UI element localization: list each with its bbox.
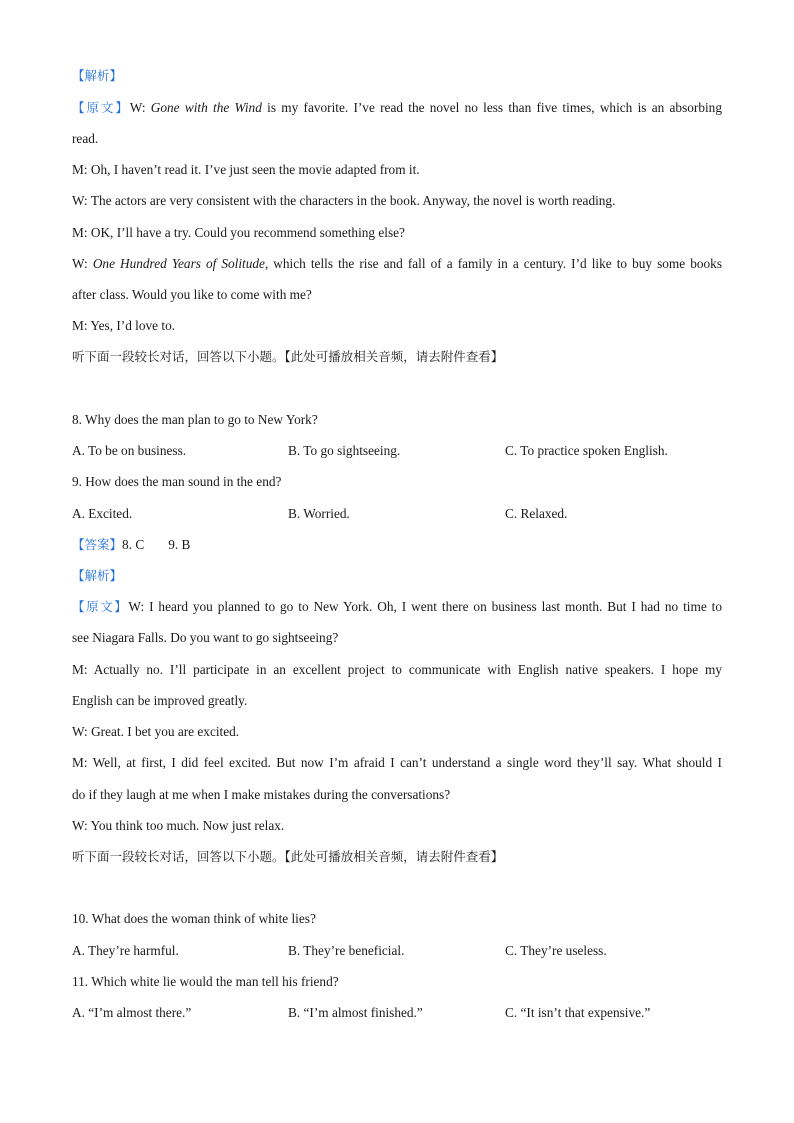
answer-tag: 【答案】 bbox=[72, 537, 123, 552]
transcript-1-line-6 bbox=[72, 255, 722, 273]
transcript-2-line-7: do if they laugh at me when I make mistakes during the conversations? bbox=[72, 787, 451, 802]
transcript-1-line-2: read. bbox=[72, 131, 99, 146]
q9-option-a: A. Excited. bbox=[72, 506, 133, 521]
transcript-1-line-8: M: Yes, I’d love to. bbox=[72, 318, 176, 333]
question-8: 8. Why does the man plan to go to New York? bbox=[72, 412, 318, 427]
question-11: 11. Which white lie would the man tell his friend? bbox=[72, 974, 339, 989]
book-title-gone-with-the-wind: Gone with the Wind bbox=[150, 100, 262, 115]
transcript-2-line-4: English can be improved greatly. bbox=[72, 693, 248, 708]
q9-option-b: B. Worried. bbox=[288, 506, 350, 521]
analysis-heading-1: 【解析】 bbox=[72, 68, 123, 83]
transcript-2-line-3: M: Actually no. I’ll participate in an excellent project to communicate with English native speakers. I hope my bbox=[72, 662, 722, 677]
q10-option-b: B. They’re beneficial. bbox=[288, 943, 405, 958]
transcript-1-line-7: after class. Would you like to come with me? bbox=[72, 287, 312, 302]
q8-option-a: A. To be on business. bbox=[72, 443, 187, 458]
q9-option-c: C. Relaxed. bbox=[505, 506, 568, 521]
question-9: 9. How does the man sound in the end? bbox=[72, 474, 282, 489]
answer-line bbox=[72, 536, 190, 554]
transcript-tag-1: 【原文】 bbox=[72, 100, 130, 115]
transcript-2-line-1 bbox=[72, 598, 722, 616]
listening-instruction-2: 听下面一段较长对话，回答以下小题。【此处可播放相关音频，请去附件查看】 bbox=[72, 849, 504, 864]
answer-8: 8. C bbox=[122, 537, 145, 552]
book-title-one-hundred-years: One Hundred Years of Solitude bbox=[92, 256, 265, 271]
question-10: 10. What does the woman think of white lies? bbox=[72, 911, 316, 926]
transcript-2-line-5: W: Great. I bet you are excited. bbox=[72, 724, 240, 739]
transcript-text: , which tells the rise and fall of a family in a century. I’d like to buy some books bbox=[264, 256, 722, 271]
transcript-1-line-1 bbox=[72, 99, 722, 117]
q11-option-a: A. “I’m almost there.” bbox=[72, 1005, 192, 1020]
transcript-2-line-8: W: You think too much. Now just relax. bbox=[72, 818, 285, 833]
transcript-2-line-2: see Niagara Falls. Do you want to go sightseeing? bbox=[72, 630, 339, 645]
analysis-heading-2: 【解析】 bbox=[72, 568, 123, 583]
transcript-text: W: I heard you planned to go to New York. Oh, I went there on business last month. But I had no time to bbox=[128, 599, 722, 614]
speaker-w: W: bbox=[129, 100, 151, 115]
answer-9: 9. B bbox=[168, 537, 191, 552]
transcript-1-line-5: M: OK, I’ll have a try. Could you recommend something else? bbox=[72, 225, 405, 240]
transcript-text: is my favorite. I’ve read the novel no less than five times, which is an absorbing bbox=[261, 100, 722, 115]
listening-instruction-1: 听下面一段较长对话，回答以下小题。【此处可播放相关音频，请去附件查看】 bbox=[72, 349, 504, 364]
q8-option-c: C. To practice spoken English. bbox=[505, 443, 668, 458]
speaker-w: W: bbox=[72, 256, 93, 271]
transcript-tag-2: 【原文】 bbox=[72, 599, 129, 614]
q11-option-c: C. “It isn’t that expensive.” bbox=[505, 1005, 651, 1020]
q8-option-b: B. To go sightseeing. bbox=[288, 443, 401, 458]
transcript-1-line-4: W: The actors are very consistent with the characters in the book. Anyway, the novel is worth reading. bbox=[72, 193, 616, 208]
q10-option-c: C. They’re useless. bbox=[505, 943, 607, 958]
transcript-1-line-3: M: Oh, I haven’t read it. I’ve just seen the movie adapted from it. bbox=[72, 162, 420, 177]
q10-option-a: A. They’re harmful. bbox=[72, 943, 179, 958]
q11-option-b: B. “I’m almost finished.” bbox=[288, 1005, 423, 1020]
transcript-2-line-6: M: Well, at first, I did feel excited. But now I’m afraid I can’t understand a single word they’ll say. What should I bbox=[72, 755, 722, 770]
